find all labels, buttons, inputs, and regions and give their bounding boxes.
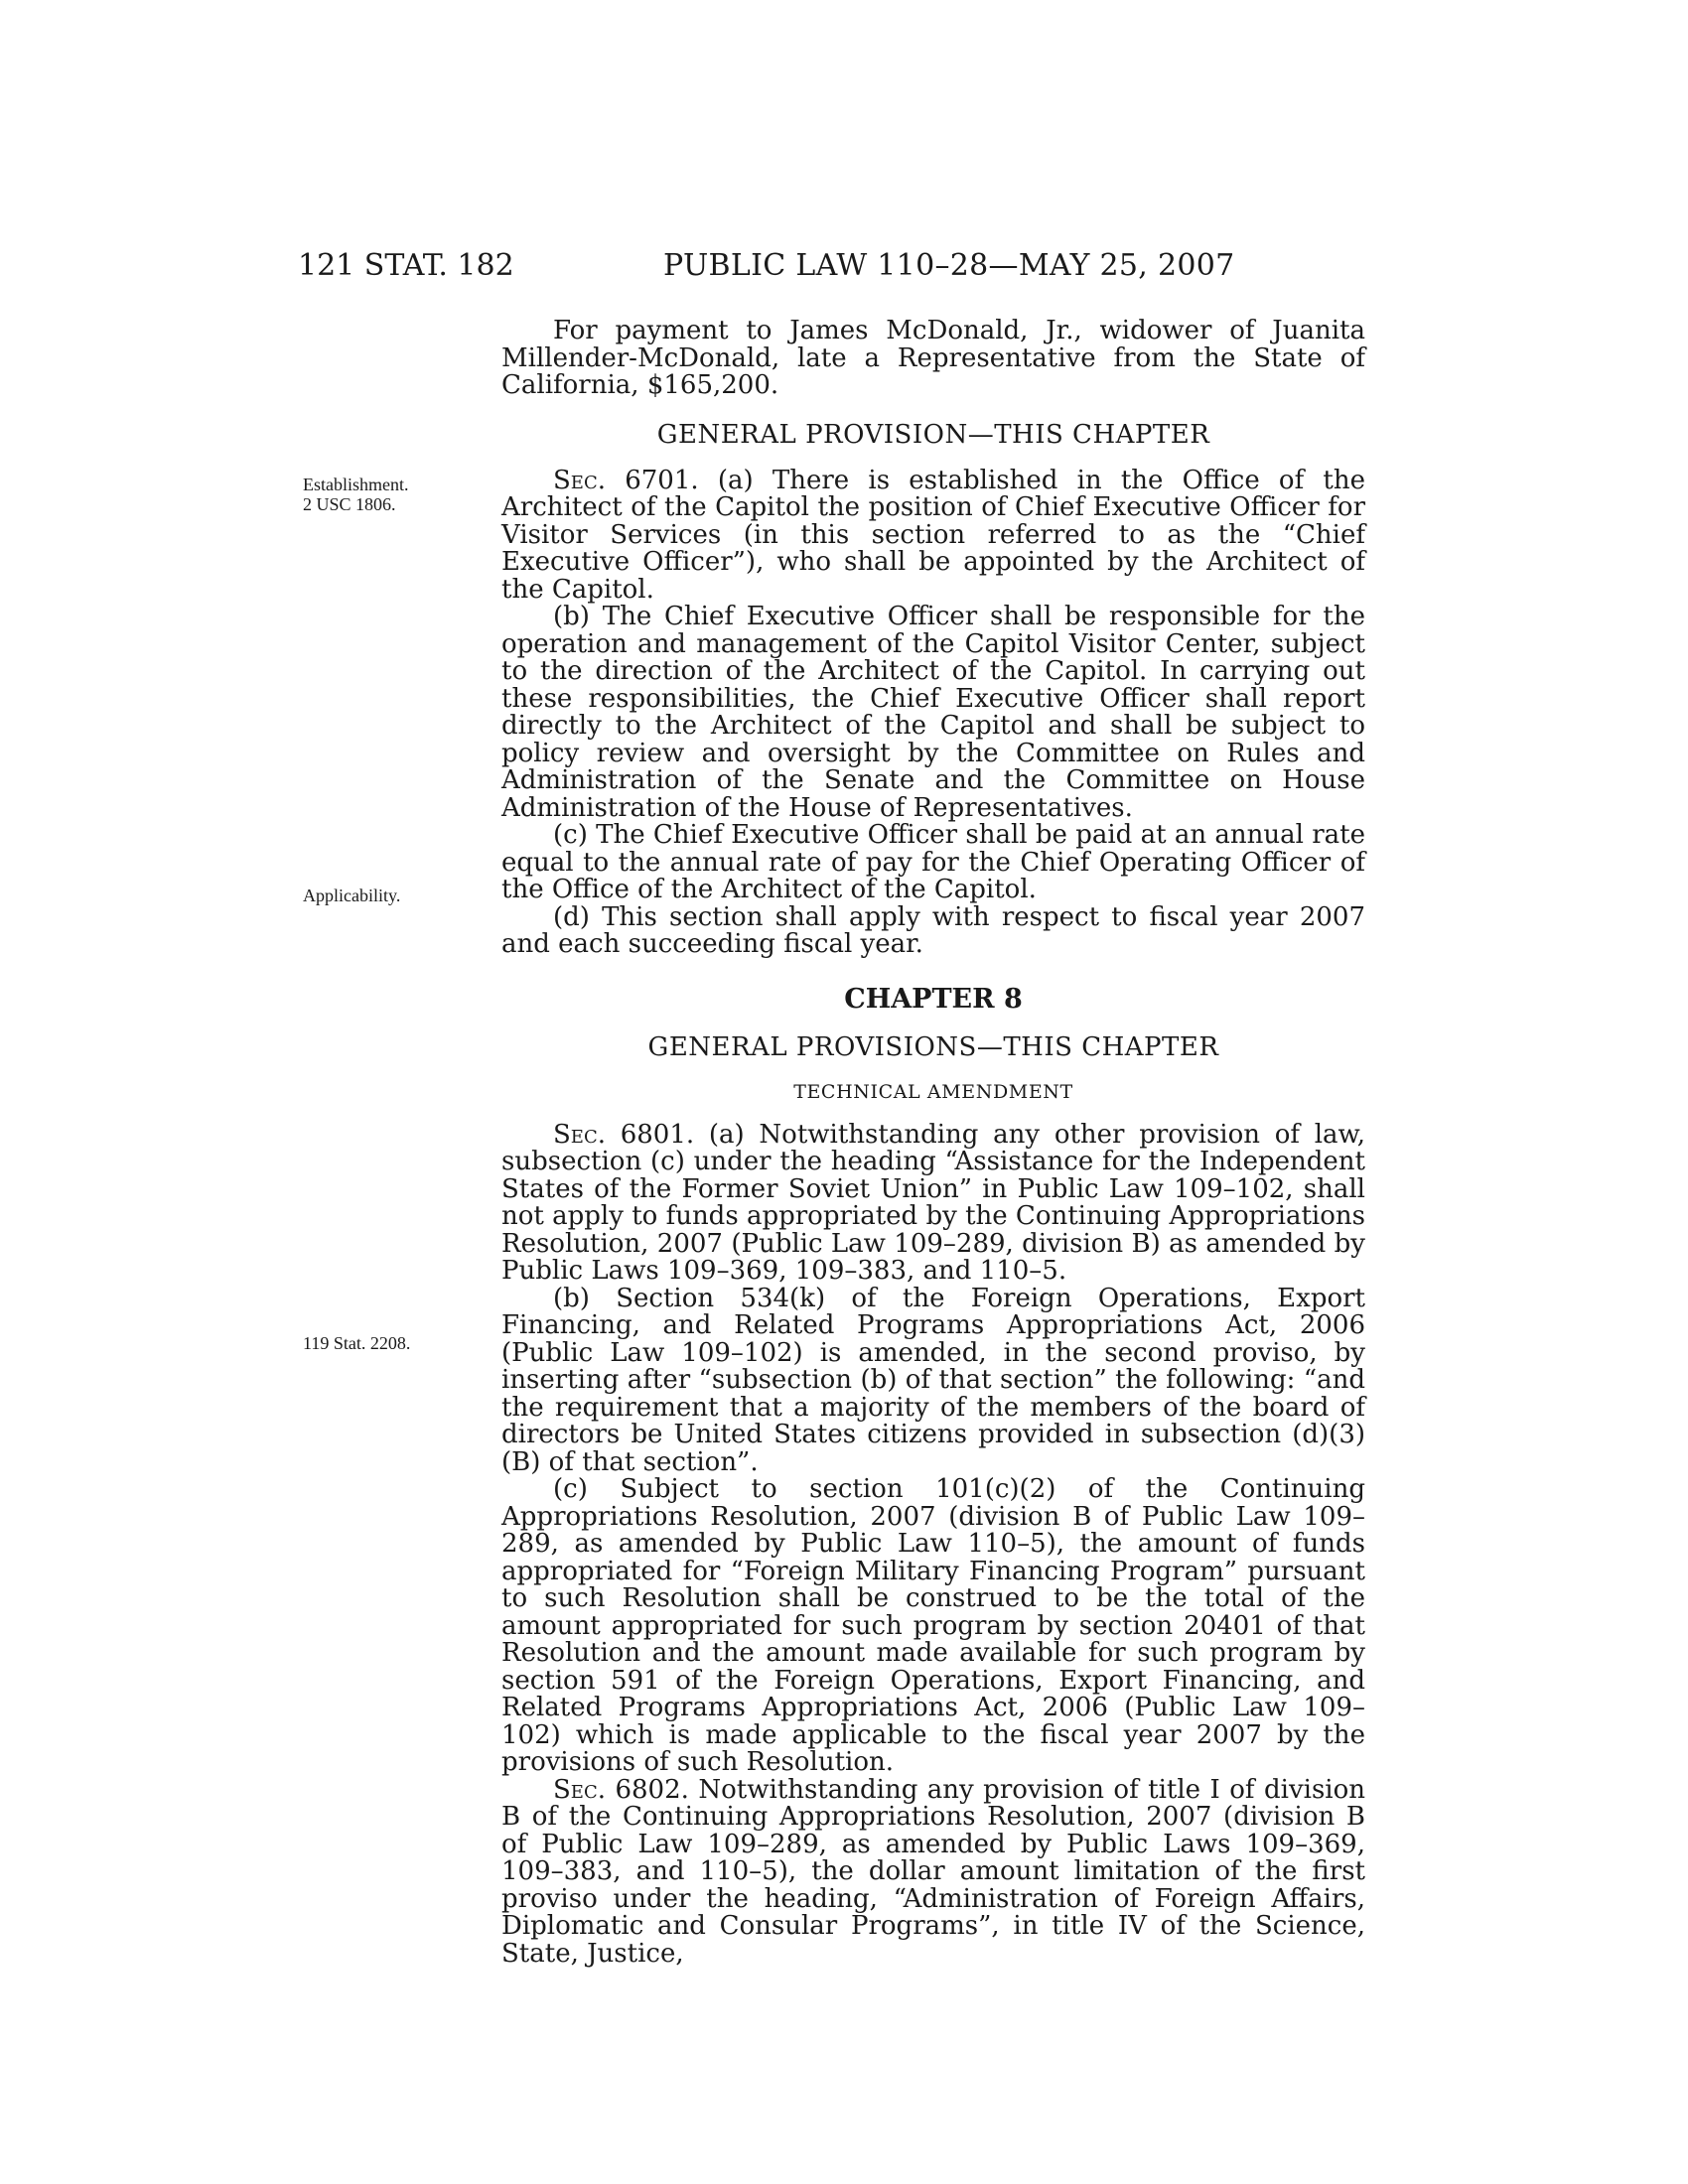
heading-general-provisions: GENERAL PROVISIONS—THIS CHAPTER [647, 1031, 1219, 1062]
sec-6802 [501, 1774, 1365, 1969]
sec-6701-d: (d) This section shall apply with respect to fiscal year 2007 and each succeeding fiscal year. [501, 901, 1365, 959]
sec-6801-label: Sec. 6801. [553, 1119, 695, 1150]
sec-6701-a [501, 465, 1366, 605]
heading-technical-amendment: TECHNICAL AMENDMENT [793, 1080, 1073, 1103]
sec-6701-b: (b) The Chief Executive Officer shall be responsible for the operation and management of the Capitol Visitor Center, subject to the direction of the Architect of the Capitol. In carrying out these responsibilities, the Chief Executive Officer shall report directly to the Architect of the Capitol and shall be subject to policy review and oversight by the Committee on Rules and Administration of the Senate and the Committee on House Administration of the House of Representatives. [501, 602, 1365, 823]
payment-paragraph: For payment to James McDonald, Jr., widower of Juanita Millender-McDonald, late a Representative from the State of California, $165,200. [501, 316, 1365, 400]
margin-note-establishment [303, 475, 409, 514]
margin-note-applicability: Applicability. [303, 886, 401, 905]
heading-general-provision: GENERAL PROVISION—THIS CHAPTER [656, 419, 1210, 450]
margin-note-stat-cite: 119 Stat. 2208. [303, 1333, 411, 1353]
margin-note-establishment-label: Establishment. [303, 475, 409, 494]
heading-chapter-8: CHAPTER 8 [844, 983, 1023, 1015]
sec-6801-b: (b) Section 534(k) of the Foreign Operations, Export Financing, and Related Programs Appropriations Act, 2006 (Public Law 109–102) is amended, in the second proviso, by inserting after “subsection (b) of that section” the following: “and the requirement that a majority of the members of the board of directors be United States citizens provided in subsection (d)(3)(B) of that section”. [501, 1283, 1365, 1477]
sec-6802-text: Notwithstanding any provision of title I of division B of the Continuing Appropriations Resolution, 2007 (division B of Public Law 109–289, as amended by Public Laws 109–369, 109–383, and 110–5), the dollar amount limitation of the first proviso under the heading, “Administration of Foreign Affairs, Diplomatic and Consular Programs”, in title IV of the Science, State, Justice, [501, 1774, 1365, 1969]
sec-6801-a-text: (a) Notwithstanding any other provision of law, subsection (c) under the heading “Assistance for the Independent States of the Former Soviet Union” in Public Law 109–102, shall not apply to funds appropriated by the Continuing Appropriations Resolution, 2007 (Public Law 109–289, division B) as amended by Public Laws 109–369, 109–383, and 110–5. [501, 1119, 1365, 1286]
sec-6701-label: Sec. 6701. [553, 465, 699, 495]
sec-6701-c: (c) The Chief Executive Officer shall be paid at an annual rate equal to the annual rate of pay for the Chief Operating Officer of the Office of the Architect of the Capitol. [501, 820, 1365, 904]
sec-6701-a-text: (a) There is established in the Office of the Architect of the Capitol the position of Chief Executive Officer for Visitor Services (in this section referred to as the “Chief Executive Officer”), who shall be appointed by the Architect of the Capitol. [501, 465, 1366, 605]
margin-note-establishment-cite: 2 USC 1806. [303, 494, 396, 514]
page-number: 121 STAT. 182 [298, 248, 514, 283]
running-title: PUBLIC LAW 110–28—MAY 25, 2007 [663, 248, 1235, 283]
sec-6801-c: (c) Subject to section 101(c)(2) of the Continuing Appropriations Resolution, 2007 (division B of Public Law 109–289, as amended by Public Law 110–5), the amount of funds appropriated for “Foreign Military Financing Program” pursuant to such Resolution shall be construed to be the total of the amount appropriated for such program by section 20401 of that Resolution and the amount made available for such program by section 591 of the Foreign Operations, Export Financing, and Related Programs Appropriations Act, 2006 (Public Law 109–102) which is made applicable to the fiscal year 2007 by the provisions of such Resolution. [501, 1474, 1365, 1777]
page-header [298, 246, 1365, 286]
sec-6801-a [501, 1119, 1365, 1286]
main-text-column [501, 318, 1365, 1968]
sec-6802-label: Sec. 6802. [553, 1774, 689, 1805]
